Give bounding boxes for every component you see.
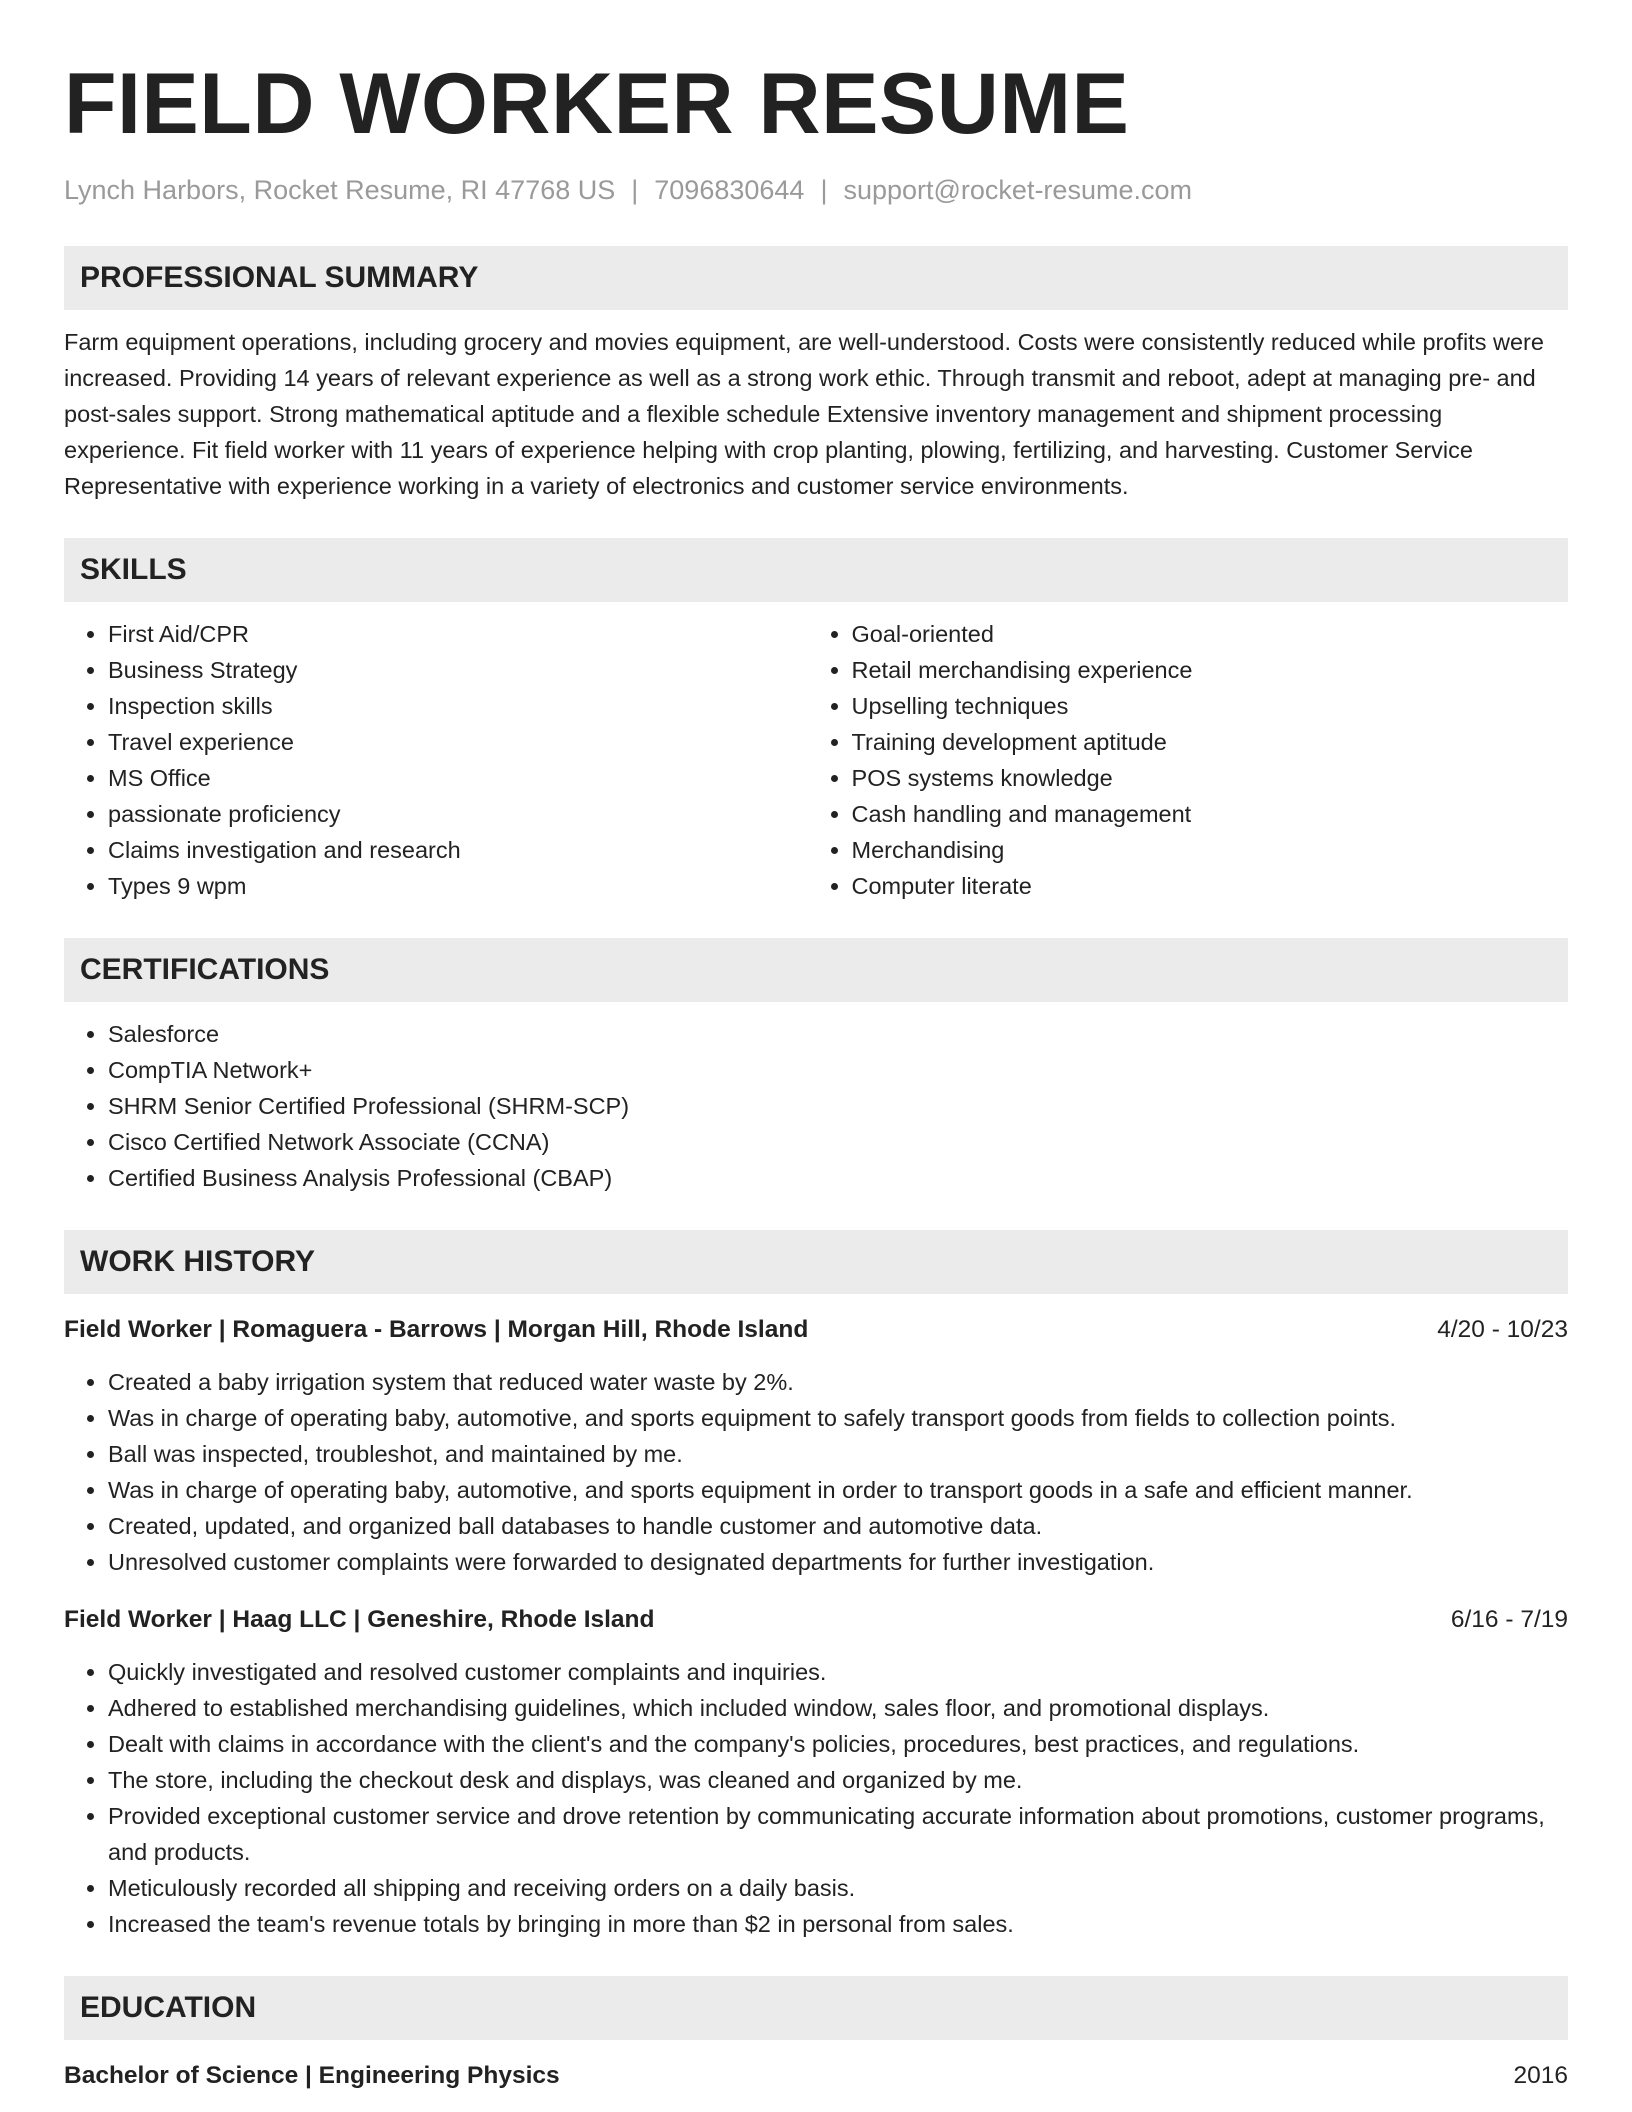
skill-item: • Cash handling and management <box>852 796 1568 832</box>
section-header-certifications <box>64 938 1568 1002</box>
job-bullet: • Quickly investigated and resolved customer complaints and inquiries. <box>108 1654 1568 1690</box>
job-bullet: • Unresolved customer complaints were forwarded to designated departments for further investigation. <box>108 1544 1568 1580</box>
section-header-summary <box>64 246 1568 310</box>
job-bullet: • Created, updated, and organized ball databases to handle customer and automotive data. <box>108 1508 1568 1544</box>
job-bullet: • Was in charge of operating baby, automotive, and sports equipment in order to transport goods in a safe and efficient manner. <box>108 1472 1568 1508</box>
section-title: WORK HISTORY <box>80 1245 316 1278</box>
job-bullet: • Was in charge of operating baby, automotive, and sports equipment to safely transport goods from fields to collection points. <box>108 1400 1568 1436</box>
skill-item: • POS systems knowledge <box>852 760 1568 796</box>
skill-item: • Inspection skills <box>108 688 808 724</box>
certification-item: • Salesforce <box>108 1016 1568 1052</box>
job-bullet: • Adhered to established merchandising guidelines, which included window, sales floor, and promotional displays. <box>108 1690 1568 1726</box>
skill-item: • First Aid/CPR <box>108 616 808 652</box>
skills-list-right <box>808 616 1568 904</box>
skills-list-left <box>64 616 808 904</box>
contact-email: support@rocket-resume.com <box>843 175 1192 205</box>
skill-item: • Computer literate <box>852 868 1568 904</box>
contact-address: Lynch Harbors, Rocket Resume, RI 47768 US <box>64 175 616 205</box>
skill-item: • MS Office <box>108 760 808 796</box>
certification-item: • Cisco Certified Network Associate (CCNA) <box>108 1124 1568 1160</box>
skills-columns <box>64 616 1568 904</box>
summary-text: Farm equipment operations, including grocery and movies equipment, are well-understood. Costs were consistently reduced while profits were increased. Providing 14 years of relevant experience as well as a strong work ethic. Through transmit and reboot, adept at managing pre- and post-sales support. Strong mathematical aptitude and a flexible schedule Extensive inventory management and shipment processing experience. Fit field worker with 11 years of experience helping with crop planting, plowing, fertilizing, and harvesting. Customer Service Representative with experience working in a variety of electronics and customer service environments. <box>64 329 1544 499</box>
section-title: SKILLS <box>80 553 187 586</box>
job-bullets <box>64 1364 1568 1580</box>
skill-item: • Merchandising <box>852 832 1568 868</box>
section-header-skills <box>64 538 1568 602</box>
job-title: Field Worker | Haag LLC | Geneshire, Rhode Island <box>64 1606 655 1633</box>
certification-item: • CompTIA Network+ <box>108 1052 1568 1088</box>
job-title: Field Worker | Romaguera - Barrows | Morgan Hill, Rhode Island <box>64 1316 809 1343</box>
certification-item: • SHRM Senior Certified Professional (SHRM-SCP) <box>108 1088 1568 1124</box>
job-dates: 4/20 - 10/23 <box>1437 1316 1568 1343</box>
section-header-work-history <box>64 1230 1568 1294</box>
skill-item: • Retail merchandising experience <box>852 652 1568 688</box>
job-bullet: • Meticulously recorded all shipping and receiving orders on a daily basis. <box>108 1870 1568 1906</box>
contact-separator: | <box>820 175 828 205</box>
skill-item: • Business Strategy <box>108 652 808 688</box>
section-title: EDUCATION <box>80 1991 257 2024</box>
contact-phone: 7096830644 <box>654 175 805 205</box>
skill-item: • Travel experience <box>108 724 808 760</box>
job-bullet: • Dealt with claims in accordance with the client's and the company's policies, procedures, best practices, and regulations. <box>108 1726 1568 1762</box>
job-dates: 6/16 - 7/19 <box>1450 1606 1568 1633</box>
job-bullet: • Provided exceptional customer service and drove retention by communicating accurate information about promotions, customer programs, and products. <box>108 1798 1568 1870</box>
contact-separator: | <box>631 175 639 205</box>
education-entry <box>64 2058 1568 2094</box>
job-bullet: • Created a baby irrigation system that reduced water waste by 2%. <box>108 1364 1568 1400</box>
resume-title: FIELD WORKER RESUME <box>64 56 1130 152</box>
skill-item: • Types 9 wpm <box>108 868 808 904</box>
skill-item: • passionate proficiency <box>108 796 808 832</box>
certification-item: • Certified Business Analysis Professional (CBAP) <box>108 1160 1568 1196</box>
skill-item: • Upselling techniques <box>852 688 1568 724</box>
section-title: CERTIFICATIONS <box>80 953 330 986</box>
contact-line <box>64 172 1568 208</box>
education-year: 2016 <box>1513 2062 1568 2089</box>
section-header-education <box>64 1976 1568 2040</box>
job-bullet: • Ball was inspected, troubleshot, and maintained by me. <box>108 1436 1568 1472</box>
job-bullets <box>64 1654 1568 1942</box>
skill-item: • Training development aptitude <box>852 724 1568 760</box>
job-bullet: • Increased the team's revenue totals by bringing in more than $2 in personal from sales. <box>108 1906 1568 1942</box>
job-bullet: • The store, including the checkout desk and displays, was cleaned and organized by me. <box>108 1762 1568 1798</box>
education-degree: Bachelor of Science | Engineering Physics <box>64 2062 560 2089</box>
certifications-list <box>64 1016 1568 1196</box>
job-header <box>64 1602 1568 1638</box>
job-header <box>64 1312 1568 1348</box>
skill-item: • Goal-oriented <box>852 616 1568 652</box>
section-title: PROFESSIONAL SUMMARY <box>80 261 479 294</box>
skill-item: • Claims investigation and research <box>108 832 808 868</box>
